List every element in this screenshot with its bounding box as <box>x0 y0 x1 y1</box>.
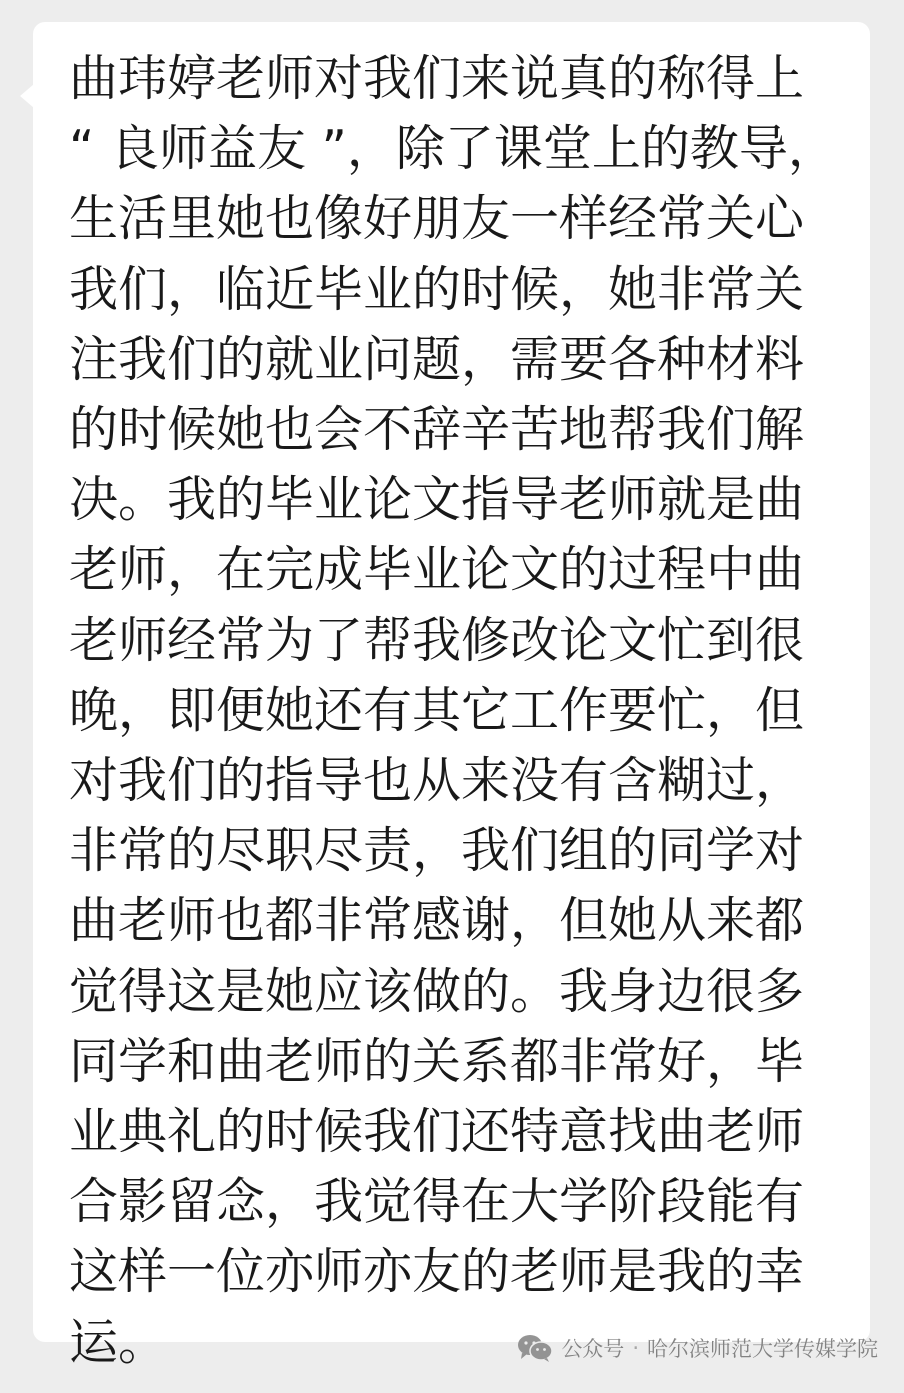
watermark-account: 哈尔滨师范大学传媒学院 <box>647 1337 878 1361</box>
message-text: 曲玮婷老师对我们来说真的称得上 “ 良师益友 ”，除了课堂上的教导， 生活里她也像好朋友一样经常关心 我们，临近毕业的时候，她非常关 注我们的就业问题，需要各种材料 的时候她也会不辞辛苦地帮我们解 决。我的毕业论文指导老师就是曲 老师，在完成毕业论文的过程中曲 老师经常为了帮我修改论文忙到很 晚，即便她还有其它工作要忙，但 对我们的指导也从来没有含糊过， 非常的尽职尽责，我们组的同学对 曲老师也都非常感谢，但她从来都 觉得这是她应该做的。我身边很多 同学和曲老师的关系都非常好，毕 业典礼的时候我们还特意找曲老师 合影留念，我觉得在大学阶段能有 这样一位亦师亦友的老师是我的幸 运。 <box>69 50 837 1371</box>
bubble-tail <box>20 84 34 108</box>
watermark-label: 公众号 <box>561 1337 625 1361</box>
watermark <box>517 1333 878 1363</box>
watermark-separator: · <box>632 1336 639 1360</box>
wechat-icon <box>517 1334 553 1362</box>
